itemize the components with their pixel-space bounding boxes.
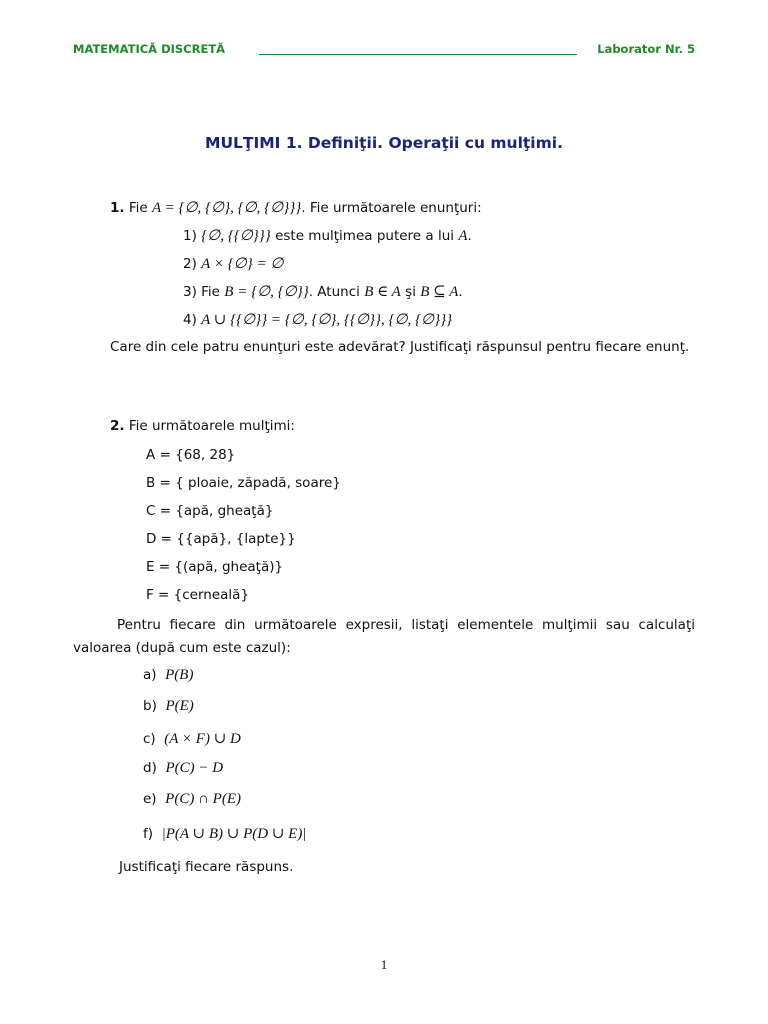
item-expression: P(E)	[165, 698, 194, 714]
ex2-intro	[110, 418, 295, 434]
ex2-item-e	[143, 791, 241, 808]
statement-math: A × {∅} = ∅	[201, 256, 284, 272]
ex2-item-b	[143, 698, 194, 715]
ex2-instruction: Pentru fiecare din următoarele expresii, listaţi elementele mulţimii sau calculaţi valoarea (după cum este cazul):	[73, 617, 695, 656]
statement-end: .	[458, 284, 463, 300]
ex1-intro-rest: . Fie următoarele enunţuri:	[301, 200, 482, 216]
statement-math: B = {∅, {∅}}	[224, 284, 309, 300]
ex1-set-a: A = {∅, {∅}, {∅, {∅}}}	[151, 200, 302, 216]
statement-math-3: B ⊆ A	[420, 284, 459, 300]
ex1-question: Care din cele patru enunţuri este adevărat? Justificaţi răspunsul pentru fiecare enunţ.	[110, 339, 690, 355]
ex1-fie: Fie	[128, 200, 148, 216]
item-expression: P(B)	[165, 667, 194, 683]
ex2-set-a: A = {68, 28}	[146, 447, 236, 463]
statement-math-2: A	[458, 228, 468, 244]
ex2-closing: Justificaţi fiecare răspuns.	[119, 859, 294, 875]
ex2-set-e: E = {(apă, gheaţă)}	[146, 559, 284, 575]
statement-end: .	[467, 228, 472, 244]
ex1-statement-2	[183, 254, 283, 273]
ex2-item-c	[143, 729, 241, 748]
ex2-item-f	[143, 824, 306, 843]
ex1-number: 1.	[110, 200, 125, 216]
item-expression: |P(A ∪ B) ∪ P(D ∪ E)|	[161, 826, 307, 842]
ex1-intro	[110, 198, 482, 217]
item-label: f)	[143, 826, 154, 842]
statement-mid: şi	[405, 284, 416, 300]
item-label: c)	[143, 731, 156, 747]
item-label: d)	[143, 760, 157, 776]
item-expression: P(C) ∩ P(E)	[165, 791, 241, 807]
ex1-statement-1	[183, 226, 472, 245]
ex1-statement-3	[183, 282, 463, 301]
ex2-set-c: C = {apă, gheaţă}	[146, 503, 274, 519]
item-label: e)	[143, 791, 157, 807]
ex2-number: 2.	[110, 418, 125, 434]
header-lab-number: Laborator Nr. 5	[597, 42, 695, 56]
ex2-set-d: D = {{apă}, {lapte}}	[146, 531, 296, 547]
statement-text: . Atunci	[308, 284, 360, 300]
statement-label: 3) Fie	[183, 284, 220, 300]
ex2-item-d	[143, 760, 223, 777]
ex2-intro-text: Fie următoarele mulţimi:	[128, 418, 295, 434]
statement-label: 2)	[183, 256, 197, 272]
statement-math-2: B ∈ A	[364, 284, 401, 300]
item-label: a)	[143, 667, 157, 683]
item-label: b)	[143, 698, 157, 714]
statement-math: A ∪ {{∅}} = {∅, {∅}, {{∅}}, {∅, {∅}}}	[201, 312, 453, 328]
statement-math: {∅, {{∅}}}	[201, 228, 271, 244]
page-number: 1	[380, 957, 388, 972]
statement-text: este mulţimea putere a lui	[275, 228, 455, 244]
statement-label: 1)	[183, 228, 197, 244]
ex2-set-b: B = { ploaie, zăpadă, soare}	[146, 475, 341, 491]
item-expression: (A × F) ∪ D	[164, 731, 241, 747]
ex2-item-a	[143, 667, 193, 684]
ex2-set-f: F = {cerneală}	[146, 587, 250, 603]
header-rule	[259, 54, 577, 55]
ex1-statement-4	[183, 310, 452, 329]
item-expression: P(C) − D	[165, 760, 224, 776]
header-course-title: MATEMATICĂ DISCRETĂ	[73, 42, 226, 56]
page-title: MULŢIMI 1. Definiţii. Operaţii cu mulţimi.	[205, 134, 563, 152]
statement-label: 4)	[183, 312, 197, 328]
